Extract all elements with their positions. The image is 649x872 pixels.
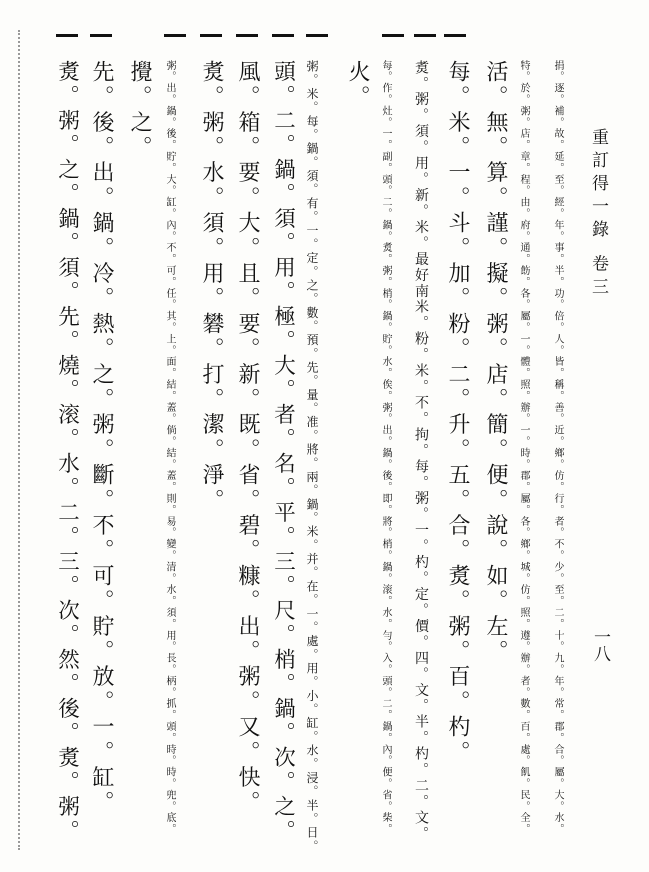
text-column-4: 每。米。一。斗。加。粉。二。升。五。合。煑。粥。百。杓。 <box>445 60 470 766</box>
text-column-13: 攪。之。 <box>127 60 152 161</box>
text-column-10: 風。箱。要。大。且。要。新。既。省。碧。糠。出。粥。又。快。 <box>235 60 260 816</box>
scan-edge <box>18 30 22 850</box>
entry-marker <box>56 34 78 37</box>
text-column-1: 捐。逐。補。故。延。至。經。年。事。半。功。倍。人。皆。稱。善。近。鄉。仿。行。者。不。少。至。二。十。九。年。常。郡。合。屬。大。水。 <box>552 60 563 836</box>
text-column-9: 頭。二。鍋。須。用。極。大。者。名。平。三。尺。梢。鍋。次。之。 <box>270 60 296 845</box>
text-column-6: 每。作。灶。一。副。頭。二。鍋。煑。粥。梢。鍋。貯。水。俟。粥。出。鍋。後。即。將。梢。鍋。滚。水。勻。入。頭。二。鍋。內。便。省。柴。 <box>380 60 391 836</box>
text-column-11: 煑。粥。水。須。用。礬。打。潔。淨。 <box>199 60 224 514</box>
entry-marker <box>90 34 112 37</box>
text-column-3: 活。無。算。謹。擬。粥。店。簡。便。說。如。左。 <box>483 60 508 665</box>
entry-marker <box>236 34 258 37</box>
entry-marker <box>272 34 294 37</box>
entry-marker <box>444 34 466 37</box>
running-header: 重訂得一錄 卷三 <box>588 128 608 301</box>
entry-marker <box>414 34 436 37</box>
entry-marker <box>200 34 222 37</box>
text-column-15: 煑。粥。之。鍋。須。先。燒。滚。水。二。三。次。然。後。煑。粥。 <box>54 60 80 845</box>
page-number: 一八 <box>590 628 610 662</box>
text-column-8: 粥。米。每。鍋。須。有。一。定。之。數。預。先。量。准。將。兩。鍋。米。并。在。一。處。用。小。缸。水。浸。半。日。 <box>305 60 319 854</box>
text-column-14: 先。後。出。鍋。冷。熱。之。粥。斷。不。可。貯。放。一。缸。 <box>89 60 114 816</box>
text-column-12: 粥。出。鍋。後。貯。大。缸。內。不。可。任。其。上。面。結。蓋。倘。結。蓋。則。易。變。清。水。須。用。長。柄。抓。頭。時。時。兜。底。 <box>164 60 175 836</box>
text-column-2: 特。於。粥。店。章。程。由。府。通。飭。各。屬。一。體。照。辦。一。時。郡。屬。各。鄉。城。仿。照。遵。辦。者。數。百。處。飢。民。全。 <box>518 60 529 836</box>
text-column-5: 煑。粥。須。用。新。米。最好南米。粉。米。不。拘。每。粥。一。杓。定。價。四。文。半。杓。二。文。 <box>413 60 429 843</box>
text-column-7: 火。 <box>345 60 370 111</box>
entry-marker <box>164 34 186 37</box>
entry-marker <box>382 34 404 37</box>
entry-marker <box>306 34 328 37</box>
